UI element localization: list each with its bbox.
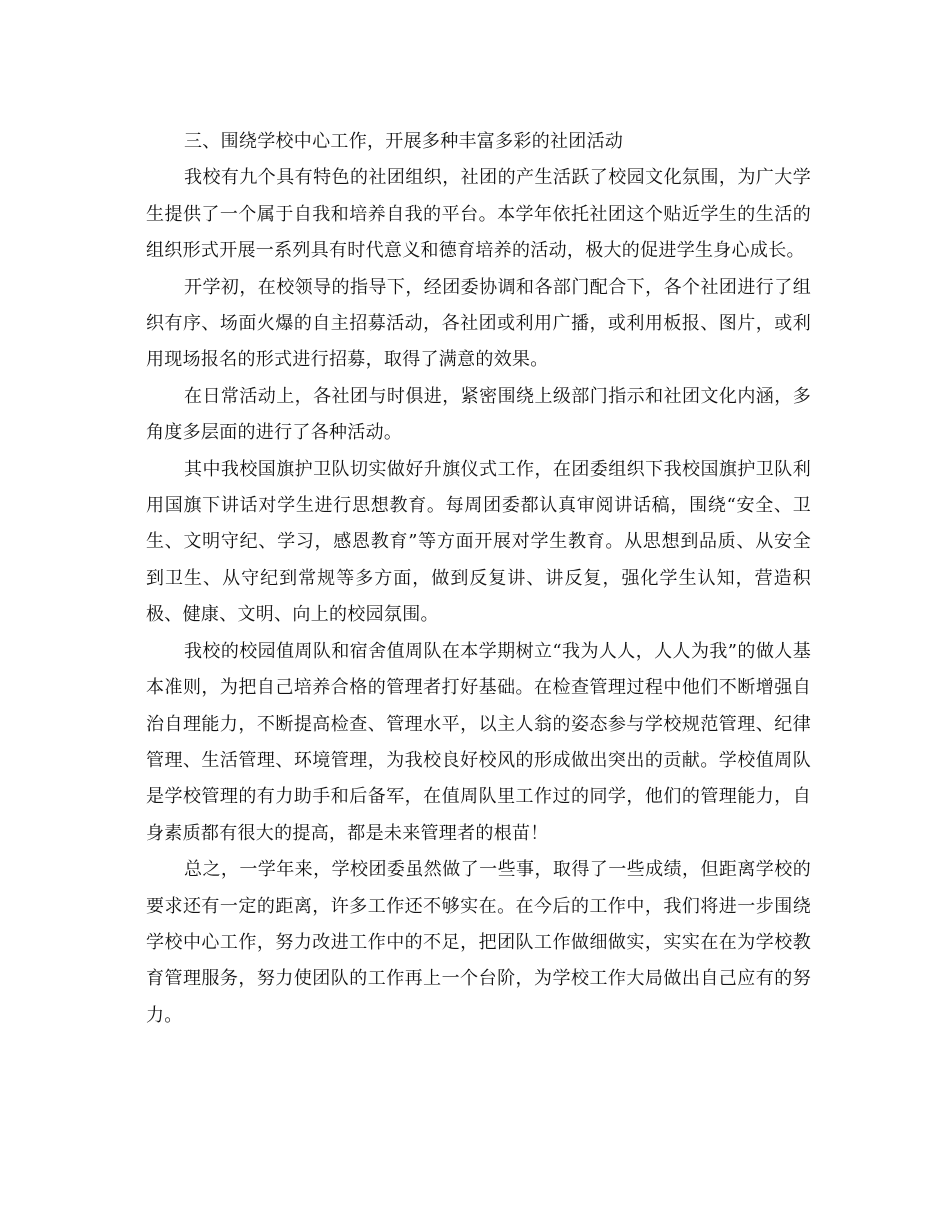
paragraph-conclusion: 总之，一学年来，学校团委虽然做了一些事，取得了一些成绩，但距离学校的要求还有一定的距离，许多工作还不够实在。在今后的工作中，我们将进一步围绕学校中心工作，努力改进工作中的不足，把团队工作做细做实，实实在在为学校教育管理服务，努力使团队的工作再上一个台阶，为学校工作大局做出自己应有的努力。	[146, 859, 811, 1026]
section-heading: 三、围绕学校中心工作，开展多种丰富多彩的社团活动	[184, 131, 624, 152]
paragraph-clubs-overview: 我校有九个具有特色的社团组织，社团的产生活跃了校园文化氛围，为广大学生提供了一个属于自我和培养自我的平台。本学年依托社团这个贴近学生的生活的组织形式开展一系列具有时代意义和德育培养的活动，极大的促进学生身心成长。	[146, 167, 811, 262]
paragraph-daily-activities: 在日常活动上，各社团与时俱进，紧密围绕上级部门指示和社团文化内涵，多角度多层面的进行了各种活动。	[146, 385, 811, 444]
paragraph-duty-teams: 我校的校园值周队和宿舍值周队在本学期树立“我为人人，人人为我”的做人基本准则，为把自己培养合格的管理者打好基础。在检查管理过程中他们不断增强自治自理能力，不断提高检查、管理水平，以主人翁的姿态参与学校规范管理、纪律管理、生活管理、环境管理，为我校良好校风的形成做出突出的贡献。学校值周队是学校管理的有力助手和后备军，在值周队里工作过的同学，他们的管理能力，自身素质都有很大的提高，都是未来管理者的根苗！	[146, 640, 811, 844]
document-body	[146, 124, 811, 1034]
paragraph-recruitment: 开学初，在校领导的指导下，经团委协调和各部门配合下，各个社团进行了组织有序、场面火爆的自主招募活动，各社团或利用广播，或利用板报、图片，或利用现场报名的形式进行招募，取得了满意的效果。	[146, 276, 811, 371]
paragraph-flag-guard: 其中我校国旗护卫队切实做好升旗仪式工作，在团委组织下我校国旗护卫队利用国旗下讲话对学生进行思想教育。每周团委都认真审阅讲话稿，围绕“安全、卫生、文明守纪、学习，感恩教育”等方面开展对学生教育。从思想到品质、从安全到卫生、从守纪到常规等多方面，做到反复讲、讲反复，强化学生认知，营造积极、健康、文明、向上的校园氛围。	[146, 458, 811, 626]
